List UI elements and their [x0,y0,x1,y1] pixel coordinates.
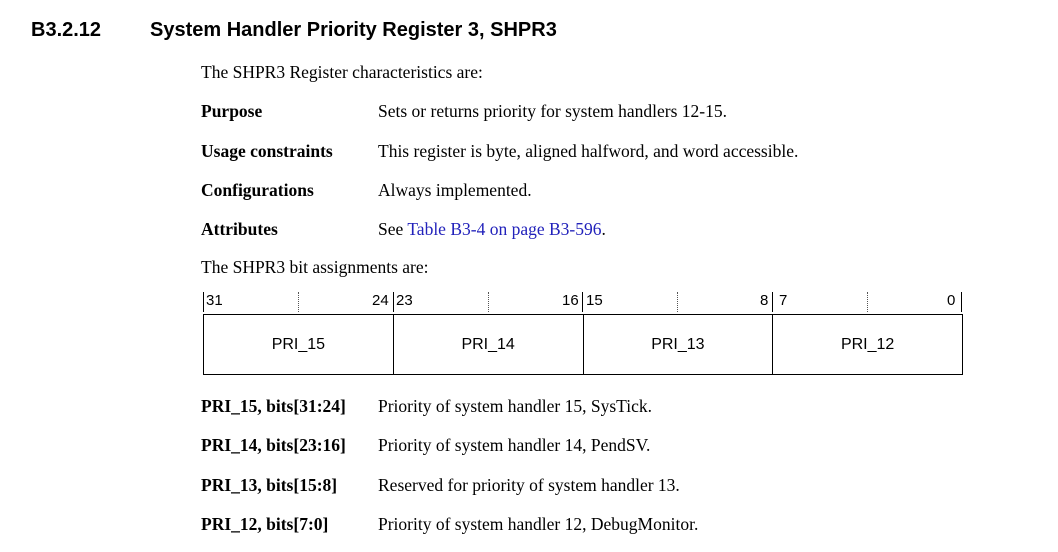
bit-label: 8 [760,292,769,309]
register-field: PRI_12 [840,335,895,353]
bit-tick [772,292,773,312]
characteristic-row [201,180,1021,204]
bit-field-term: PRI_12, bits[7:0] [201,514,329,534]
bit-assignments-intro: The SHPR3 bit assignments are: [201,257,429,277]
bit-field-term: PRI_15, bits[31:24] [201,396,346,416]
section-number: B3.2.12 [31,19,102,41]
bit-tick [867,292,868,312]
characteristic-term: Attributes [201,219,278,239]
characteristic-definition: This register is byte, aligned halfword, and word accessible. [378,141,799,161]
definition-prefix: See [378,219,408,239]
bit-field-definition: Priority of system handler 12, DebugMonitor. [378,514,699,534]
register-diagram [203,290,963,376]
bit-tick [488,292,489,312]
bit-description-row [201,435,1021,459]
characteristic-definition [378,219,606,240]
bit-description-row [201,396,1021,420]
characteristic-term: Usage constraints [201,141,333,161]
bit-description-row [201,475,1021,499]
bit-field-term: PRI_14, bits[23:16] [201,435,346,455]
bit-tick [203,292,204,312]
characteristic-term: Configurations [201,180,314,200]
bit-label: 24 [372,292,389,309]
bit-description-row [201,514,1021,538]
section-title: System Handler Priority Register 3, SHPR3 [150,19,557,41]
register-fields [203,314,963,375]
characteristic-definition: Sets or returns priority for system handlers 12-15. [378,101,727,121]
characteristic-definition: Always implemented. [378,180,532,200]
bit-tick [961,292,962,312]
register-field: PRI_13 [584,315,774,374]
register-field: PRI_15 [204,315,394,374]
bit-field-definition: Reserved for priority of system handler 13. [378,475,680,495]
intro-text: The SHPR3 Register characteristics are: [201,62,483,82]
table-reference-link[interactable]: Table B3-4 on page B3-596 [407,219,602,239]
bit-label: 7 [779,292,788,309]
bit-label: 31 [206,292,223,309]
characteristic-row [201,141,1021,165]
bit-label: 15 [586,292,603,309]
bit-label: 23 [396,292,413,309]
bit-tick [393,292,394,312]
characteristic-row [201,101,1021,125]
bit-tick [677,292,678,312]
bit-field-definition: Priority of system handler 15, SysTick. [378,396,653,416]
definition-suffix: . [601,219,606,239]
bit-label: 0 [947,292,956,309]
bit-tick [298,292,299,312]
register-field: PRI_14 [394,315,584,374]
bit-label: 16 [562,292,579,309]
bit-field-definition: Priority of system handler 14, PendSV. [378,435,651,455]
characteristic-term: Purpose [201,101,263,121]
bit-field-term: PRI_13, bits[15:8] [201,475,338,495]
characteristic-row [201,219,1021,243]
bit-tick [582,292,583,312]
